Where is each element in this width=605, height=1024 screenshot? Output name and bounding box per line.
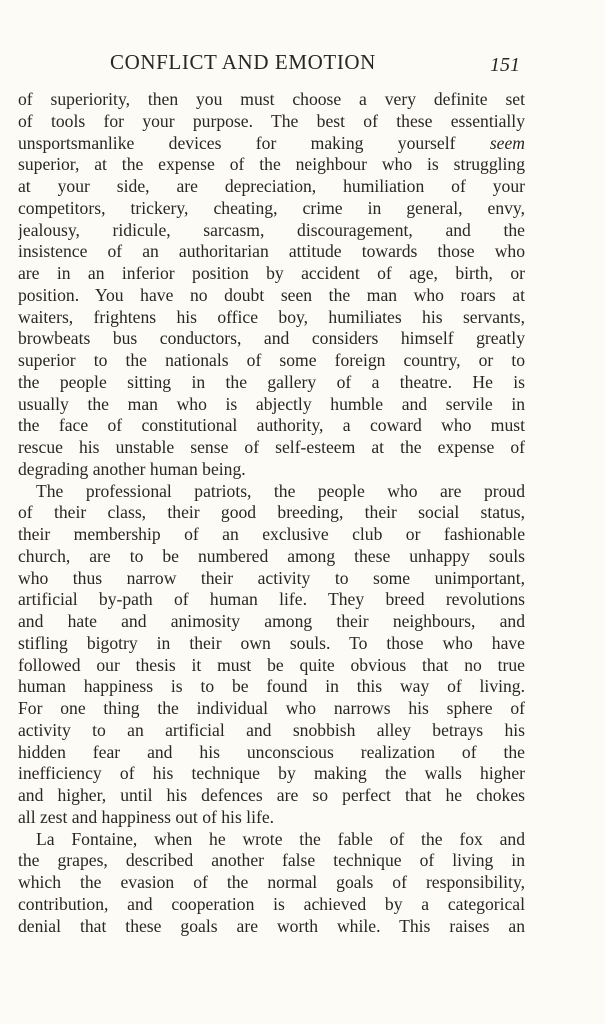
text-line: position. You have no doubt seen the man who roars at [18,284,525,305]
text-line: the people sitting in the gallery of a theatre. He is [18,371,525,392]
text-line: followed our thesis it must be quite obvious that no true [18,654,525,675]
text-line: inefficiency of his technique by making the walls higher [18,763,525,784]
text-line: La Fontaine, when he wrote the fable of the fox and [36,828,525,849]
text-line: which the evasion of the normal goals of responsibility, [18,872,525,892]
page-number: 151 [490,54,520,76]
text-line: contribution, and cooperation is achieved by a categorical [18,893,525,914]
text-line: are in an inferior position by accident of age, birth, or [18,263,525,283]
text-line: rescue his unstable sense of self-esteem at the expense of [18,437,525,457]
text-line: artificial by-path of human life. They breed revolutions [18,589,525,610]
paragraph-1 [18,89,525,481]
text-line: denial that these goals are worth while. This raises an [18,915,525,936]
text-line: waiters, frightens his office boy, humiliates his servants, [18,306,525,327]
text-line: degrading another human being. [18,458,246,479]
text-line: of their class, their good breeding, their social status, [18,502,525,523]
text-line: church, are to be numbered among these unhappy souls [18,545,525,566]
text-line: who thus narrow their activity to some unimportant, [18,567,525,588]
text-line: For one thing the individual who narrows his sphere of [18,698,525,718]
text-line: all zest and happiness out of his life. [18,806,275,827]
text-line: the face of constitutional authority, a coward who must [18,415,525,436]
paragraph-2 [18,481,525,829]
running-head: CONFLICT AND EMOTION [110,50,376,74]
text-line: competitors, trickery, cheating, crime in general, envy, [18,197,525,218]
text-line: hidden fear and his unconscious realization of the [18,741,525,762]
text-line: and higher, until his defences are so perfect that he chokes [18,785,525,805]
text-line: usually the man who is abjectly humble and servile in [18,393,525,414]
text-line: stifling bigotry in their own souls. To those who have [18,632,525,653]
text-line: activity to an artificial and snobbish alley betrays his [18,719,525,740]
text-line: at your side, are depreciation, humiliation of your [18,176,525,196]
text-line: insistence of an authoritarian attitude towards those who [18,241,525,262]
text-line: and hate and animosity among their neighbours, and [18,611,525,631]
text-line: of superiority, then you must choose a very definite set [18,89,525,109]
text-line: human happiness is to be found in this way of living. [18,676,525,697]
paragraph-3 [18,829,525,938]
text-line-with-emphasis [18,133,525,155]
text-line: their membership of an exclusive club or fashionable [18,524,525,544]
text-segment: unsportsmanlike devices for making yourself [18,132,490,153]
text-line: browbeats bus conductors, and considers himself greatly [18,328,525,349]
text-line: of tools for your purpose. The best of these essentially [18,110,525,131]
page-header [18,50,538,80]
text-line: superior to the nationals of some foreign country, or to [18,350,525,370]
text-line: superior, at the expense of the neighbour who is struggling [18,154,525,175]
text-line: The professional patriots, the people who are proud [36,480,525,501]
body-text [18,89,525,937]
text-line: jealousy, ridicule, sarcasm, discouragement, and the [18,219,525,240]
text-line: the grapes, described another false technique of living in [18,850,525,871]
emphasized-word: seem [489,132,525,153]
